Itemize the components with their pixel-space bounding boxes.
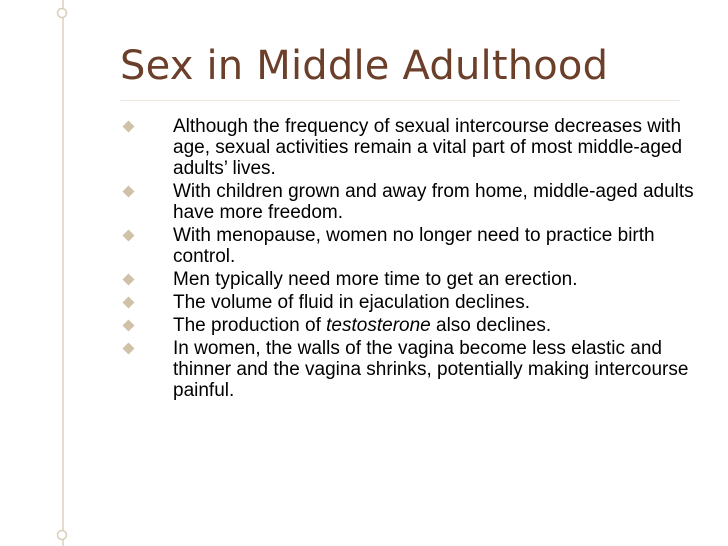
bullet-item [0,292,728,313]
bullet-text-before: The production of [173,315,327,336]
bullet-item [0,338,728,401]
binder-ring-icon [56,6,68,18]
diamond-bullet-icon [122,342,135,355]
bullet-text: In women, the walls of the vagina become less elastic and thinner and the vagina shrinks, potentially making intercourse painful. [173,338,689,401]
binder-ring-icon [56,528,68,540]
diamond-bullet-icon [122,273,135,286]
bullet-item [0,315,728,336]
title-divider [120,100,680,101]
bullet-text: With children grown and away from home, middle-aged adults have more freedom. [173,181,694,223]
bullet-item [0,225,728,267]
diamond-bullet-icon [122,229,135,242]
slide-title: Sex in Middle Adulthood [120,43,609,89]
bullet-text-emphasis: testosterone [326,315,431,336]
bullet-text: The volume of fluid in ejaculation declines. [173,292,530,313]
diamond-bullet-icon [122,120,135,133]
bullet-text: Although the frequency of sexual intercourse decreases with age, sexual activities remain a vital part of most middle-aged adults’ lives. [173,116,683,179]
bullet-text: Men typically need more time to get an erection. [173,269,578,290]
diamond-bullet-icon [122,185,135,198]
diamond-bullet-icon [122,296,135,309]
bullet-item [0,116,728,179]
bullet-list [0,116,728,403]
diamond-bullet-icon [122,319,135,332]
bullet-item [0,181,728,223]
bullet-text-after: also declines. [430,315,552,336]
bullet-text: With menopause, women no longer need to practice birth control. [173,225,655,267]
bullet-item [0,269,728,290]
